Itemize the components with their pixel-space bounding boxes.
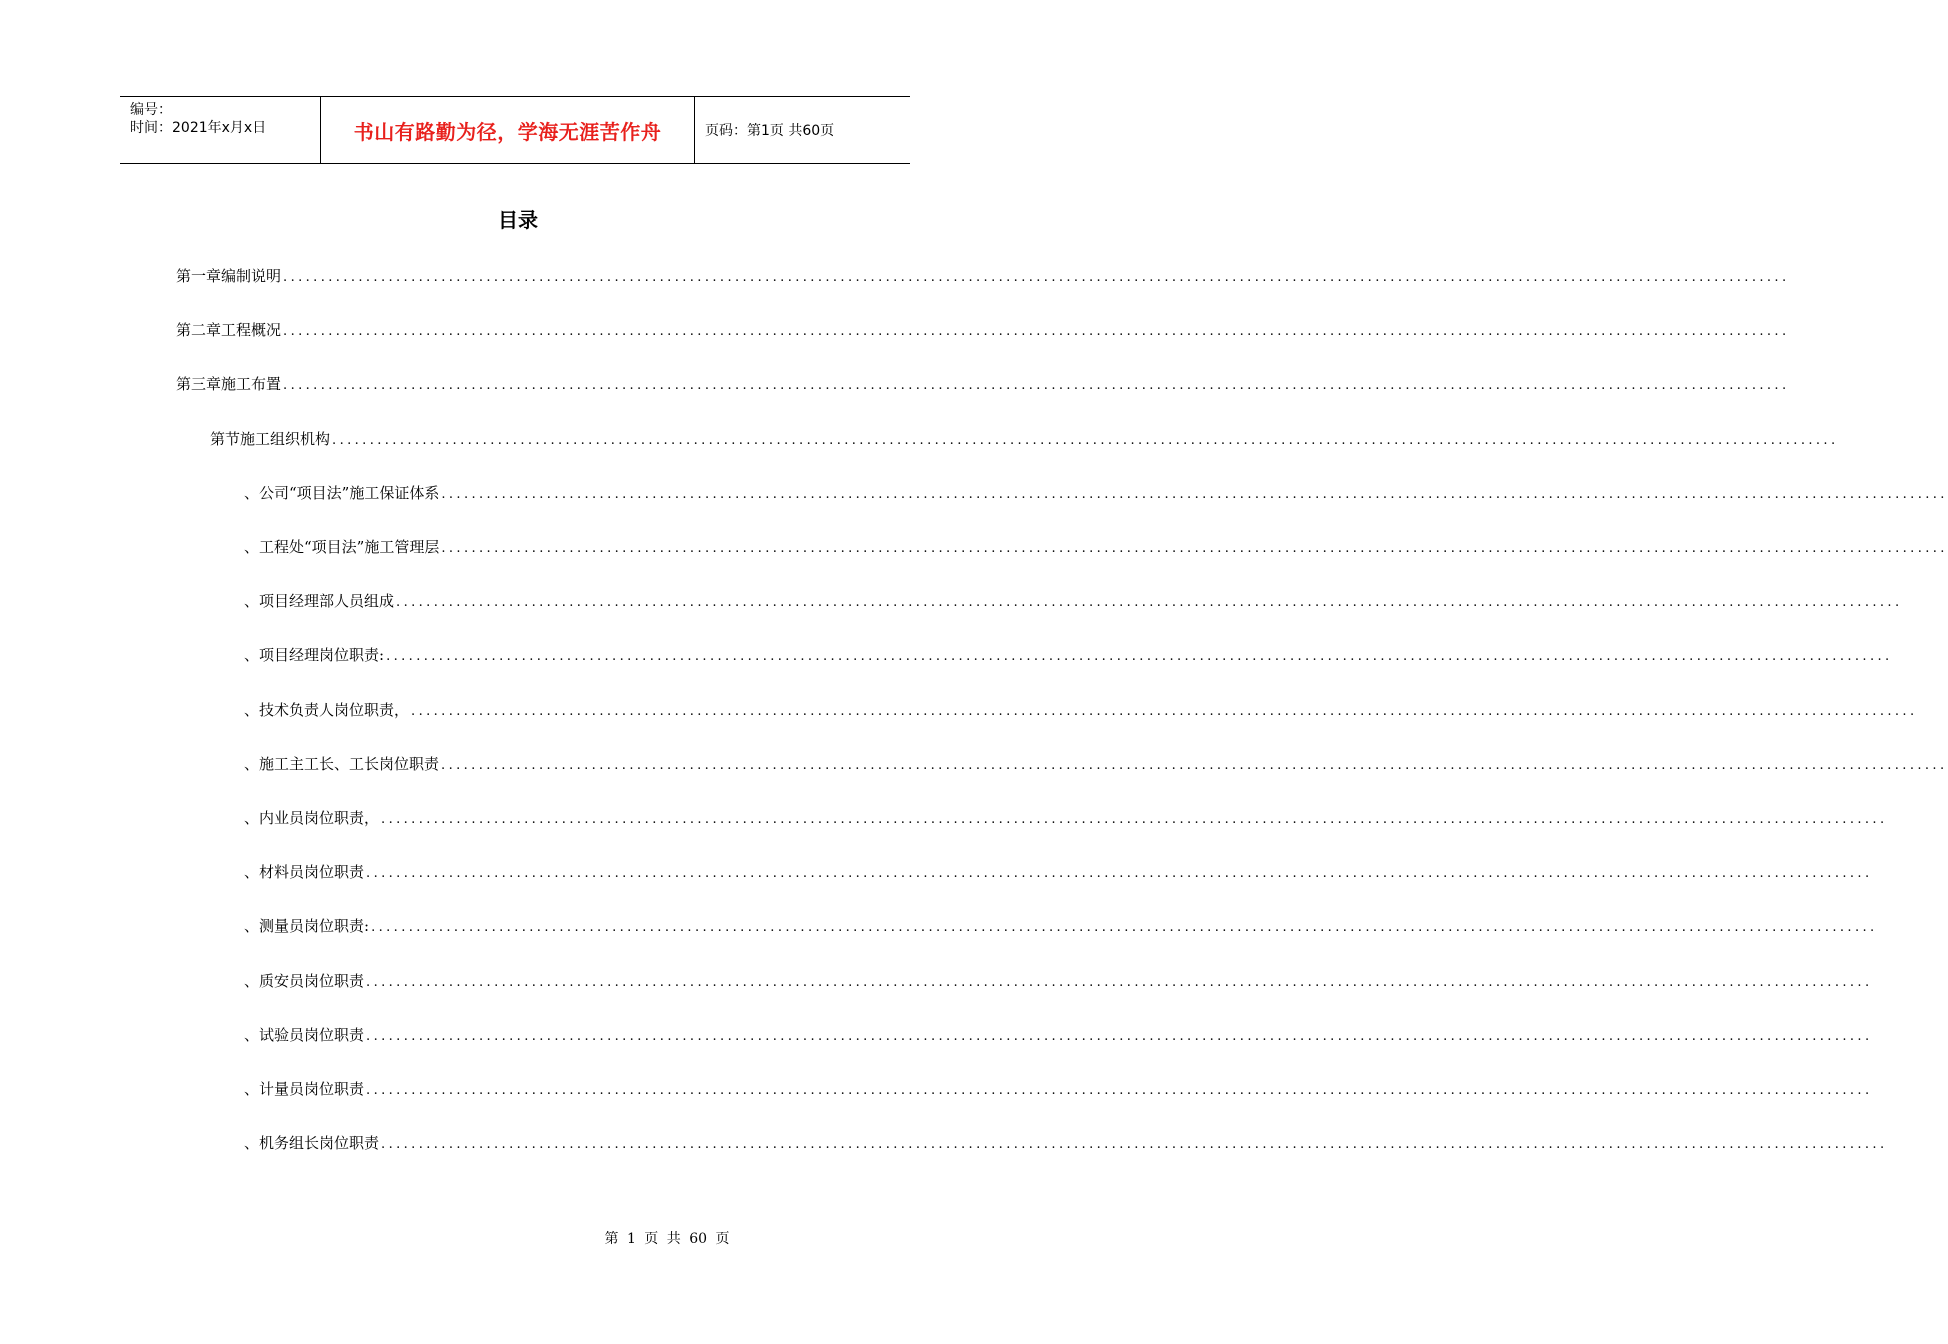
toc-leader-dots: ........................................................................................................................................................................................................ [381, 812, 1888, 827]
toc-entry-label: 施工组织机构 [240, 430, 331, 448]
toc-entry-marker: 、 [244, 701, 260, 719]
toc-title: 目录 [498, 208, 538, 232]
toc-entry[interactable] [244, 483, 1948, 505]
toc-entry-label: 工程处“项目法”施工管理层 [259, 538, 440, 556]
toc-entry-label: 公司“项目法”施工保证体系 [259, 484, 440, 502]
toc-entry-marker: 、 [244, 863, 260, 881]
toc-entry-label: 技术负责人岗位职责， [259, 701, 410, 719]
toc-leader-dots: ........................................................................................................................................................................................................ [371, 920, 1878, 935]
toc-entry-label: 内业员岗位职责， [259, 809, 380, 827]
toc-entry-marker: 第一章 [176, 267, 222, 285]
toc-entry-label: 试验员岗位职责 [259, 1026, 365, 1044]
toc-entry[interactable] [244, 971, 1873, 993]
toc-entry-marker: 、 [244, 1134, 260, 1152]
toc-entry[interactable] [244, 645, 1893, 667]
toc-entry-label: 编制说明 [221, 267, 282, 285]
toc-leader-dots: ........................................................................................................................................................................................................ [366, 1029, 1873, 1044]
toc-entry[interactable] [176, 374, 1790, 396]
toc-entry-marker: 、 [244, 972, 260, 990]
header-meta [120, 97, 321, 163]
toc-entry-marker: 第二章 [176, 321, 222, 339]
toc-entry[interactable] [244, 591, 1903, 613]
toc-entry-marker: 、 [244, 592, 260, 610]
toc-leader-dots: ........................................................................................................................................................................................................ [283, 270, 1790, 285]
toc-entry[interactable] [210, 429, 1839, 451]
toc-entry[interactable] [244, 754, 1948, 776]
page-header [120, 96, 910, 164]
toc-entry-marker: 第三章 [176, 375, 222, 393]
toc-entry[interactable] [176, 320, 1790, 342]
toc-entry-label: 项目经理部人员组成 [259, 592, 395, 610]
toc-entry[interactable] [244, 1079, 1873, 1101]
toc-leader-dots: ........................................................................................................................................................................................................ [381, 1137, 1888, 1152]
toc-entry[interactable] [244, 862, 1873, 884]
toc-entry[interactable] [244, 537, 1948, 559]
toc-entry-marker: 第节 [210, 430, 241, 448]
toc-leader-dots: ........................................................................................................................................................................................................ [332, 433, 1839, 448]
toc-entry[interactable] [244, 700, 1918, 722]
toc-entry-label: 质安员岗位职责 [259, 972, 365, 990]
toc-entry-marker: 、 [244, 646, 260, 664]
toc-entry[interactable] [244, 808, 1888, 830]
header-page-info: 页码：第1页 共60页 [705, 123, 835, 139]
toc-leader-dots: ........................................................................................................................................................................................................ [411, 704, 1918, 719]
toc-entry-label: 施工布置 [221, 375, 282, 393]
toc-entry[interactable] [244, 1133, 1888, 1155]
toc-leader-dots: ........................................................................................................................................................................................................ [366, 866, 1873, 881]
toc-entry-label: 施工主工长、工长岗位职责 [259, 755, 440, 773]
toc-entry-label: 机务组长岗位职责 [259, 1134, 380, 1152]
toc-entry-marker: 、 [244, 809, 260, 827]
toc-entry-label: 计量员岗位职责 [259, 1080, 365, 1098]
toc-leader-dots: ........................................................................................................................................................................................................ [283, 378, 1790, 393]
toc-leader-dots: ........................................................................................................................................................................................................ [441, 758, 1948, 773]
toc-leader-dots: ........................................................................................................................................................................................................ [366, 975, 1873, 990]
toc-entry[interactable] [244, 916, 1878, 938]
toc-leader-dots: ........................................................................................................................................................................................................ [386, 649, 1893, 664]
toc-leader-dots: ........................................................................................................................................................................................................ [396, 595, 1903, 610]
header-motto: 书山有路勤为径，学海无涯苦作舟 [321, 97, 695, 163]
toc-leader-dots: ........................................................................................................................................................................................................ [441, 541, 1948, 556]
toc-entry-label: 材料员岗位职责 [259, 863, 365, 881]
toc-entry-label: 测量员岗位职责: [259, 917, 370, 935]
toc-entry-label: 项目经理岗位职责: [259, 646, 385, 664]
toc-entry-marker: 、 [244, 538, 260, 556]
toc-leader-dots: ........................................................................................................................................................................................................ [283, 324, 1790, 339]
toc-entry-marker: 、 [244, 1080, 260, 1098]
toc-entry-marker: 、 [244, 1026, 260, 1044]
page-footer: 第 1 页 共 60 页 [604, 1231, 730, 1247]
toc-entry[interactable] [244, 1025, 1873, 1047]
toc-entry-label: 工程概况 [221, 321, 282, 339]
serial-number-label: 编号： [130, 102, 172, 118]
toc-entry[interactable] [176, 266, 1790, 288]
toc-entry-marker: 、 [244, 917, 260, 935]
toc-leader-dots: ........................................................................................................................................................................................................ [441, 487, 1948, 502]
toc-leader-dots: ........................................................................................................................................................................................................ [366, 1083, 1873, 1098]
toc-entry-marker: 、 [244, 484, 260, 502]
time-label: 时间：2021年x月x日 [130, 120, 267, 136]
toc-entry-marker: 、 [244, 755, 260, 773]
